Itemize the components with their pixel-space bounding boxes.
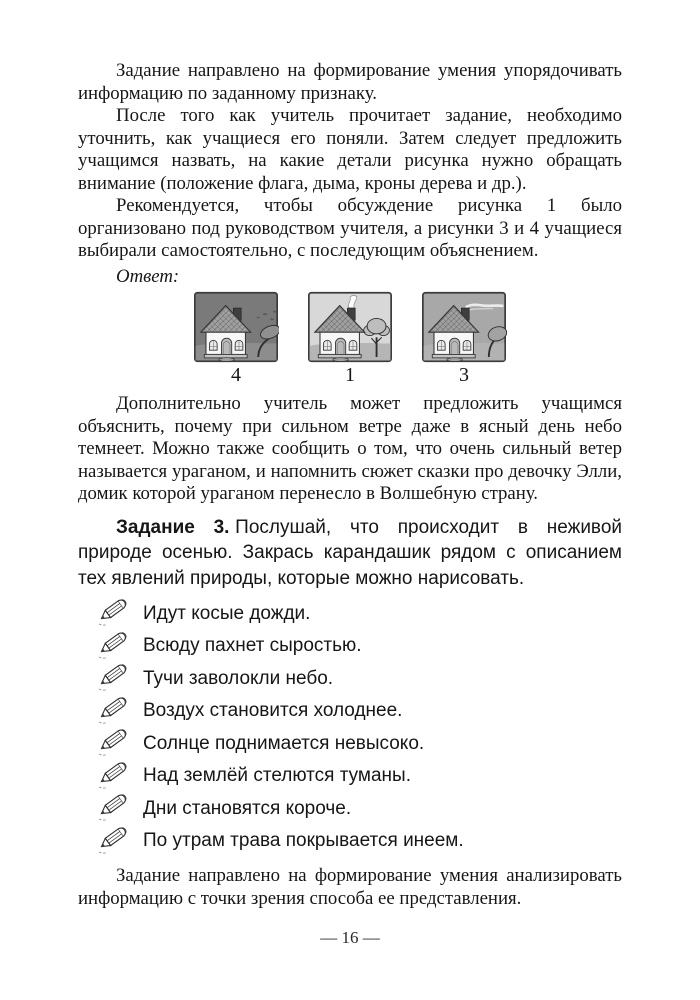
list-item [96, 760, 622, 793]
list-item [96, 630, 622, 663]
figure-caption: 1 [345, 364, 355, 386]
paragraph-discussion: Дополнительно учитель может предложить учащимся объяснить, почему при сильном ветре даже в ясный день небо темнеет. Можно также сообщить о том, что очень сильный ветер называется ураганом, и напомнить сюжет сказки про девочку Элли, домик которой ураганом перенесло в Волшебную страну. [78, 393, 622, 504]
list-item [96, 792, 622, 825]
pencil-icon [96, 696, 130, 726]
pencil-icon [96, 761, 130, 791]
figure-caption: 4 [231, 364, 241, 386]
paragraph-closing: Задание направлено на формирование умения анализировать информацию с точки зрения способа ее представления. [78, 865, 622, 909]
page-number: — 16 — [320, 928, 380, 947]
list-item-text: По утрам трава покрывается инеем. [143, 830, 464, 851]
list-item-text: Над землёй стелются туманы. [143, 765, 411, 786]
list-item-text: Идут косые дожди. [143, 602, 311, 624]
house-windy-illustration [421, 291, 507, 363]
task3-paragraph [78, 515, 622, 592]
list-item [96, 597, 622, 630]
paragraph-intro-1: Задание направлено на формирование умения упорядочивать информацию по заданному признаку. [78, 60, 622, 104]
house-calm-illustration [307, 291, 393, 363]
pencil-icon [96, 631, 130, 661]
pencil-icon [96, 728, 130, 758]
answer-figure-calm-house [307, 291, 393, 386]
answer-figure-windy-house [421, 291, 507, 386]
task3-text: Послушай, что происходит в неживой природе осенью. Закрась карандашик рядом с описанием тех явлений природы, которые можно нарисовать. [78, 516, 622, 589]
answer-label: Ответ: [116, 265, 180, 287]
list-item-text: Дни становятся короче. [143, 797, 352, 819]
pencil-icon [96, 598, 130, 628]
task3-title: Задание 3. [116, 516, 230, 538]
paragraph-intro-3: Рекомендуется, чтобы обсуждение рисунка 1 было организовано под руководством учителя, а рисунки 3 и 4 учащиеся выбирали самостоятельно, с последующим объяснением. [78, 195, 622, 261]
task3-checklist [78, 597, 622, 857]
answer-figure-storm-house [193, 291, 279, 386]
house-storm-illustration [193, 291, 279, 363]
list-item-text: Всюду пахнет сыростью. [143, 635, 362, 656]
paragraph-intro-2: После того как учитель прочитает задание, необходимо уточнить, как учащиеся его поняли. Затем следует предложить учащимся назвать, на какие детали рисунка нужно обращать внимание (положение флага, дыма, кроны дерева и др.). [78, 105, 622, 194]
pencil-icon [96, 663, 130, 693]
list-item [96, 695, 622, 728]
list-item [96, 662, 622, 695]
answer-figures-row [78, 291, 622, 386]
figure-caption: 3 [459, 364, 469, 386]
list-item [96, 727, 622, 760]
list-item [96, 825, 622, 858]
list-item-text: Тучи заволокли небо. [143, 667, 334, 689]
list-item-text: Воздух становится холоднее. [143, 700, 403, 721]
pencil-icon [96, 793, 130, 823]
list-item-text: Солнце поднимается невысоко. [143, 732, 425, 754]
pencil-icon [96, 826, 130, 856]
